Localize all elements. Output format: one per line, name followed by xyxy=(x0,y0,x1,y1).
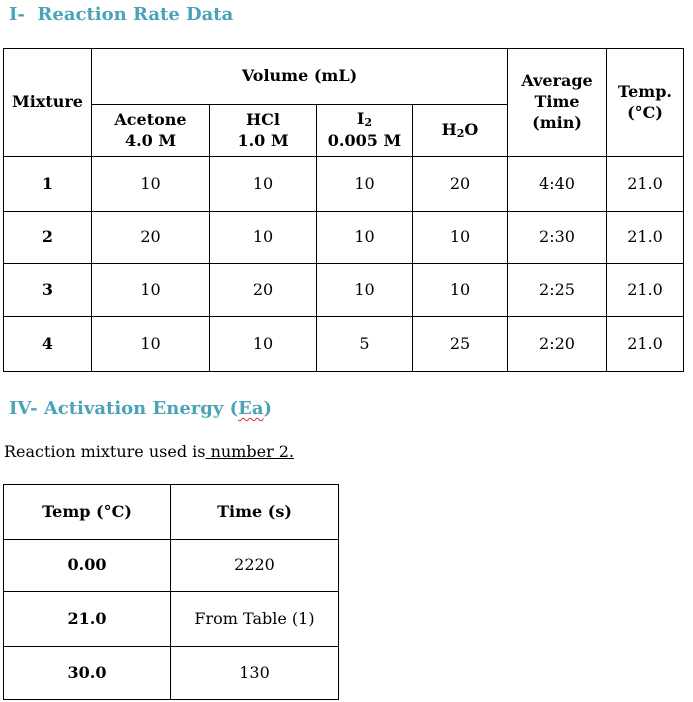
hcl-cell: 20 xyxy=(210,264,317,317)
time-cell: 130 xyxy=(171,647,339,700)
header-average-time: Average Time (min) xyxy=(508,49,607,157)
table-row xyxy=(4,592,339,647)
section-heading-reaction-rate: I- Reaction Rate Data xyxy=(9,4,234,25)
header-mixture: Mixture xyxy=(4,49,92,157)
time-cell: 2:30 xyxy=(508,212,607,264)
temp-cell: 21.0 xyxy=(607,317,684,372)
acetone-cell: 20 xyxy=(92,212,210,264)
time-cell: 2:20 xyxy=(508,317,607,372)
temp-cell: 0.00 xyxy=(4,540,171,592)
header-temp: Temp. (°C) xyxy=(607,49,684,157)
mixture-cell: 2 xyxy=(4,212,92,264)
temp-cell: 21.0 xyxy=(607,212,684,264)
h2o-cell: 20 xyxy=(413,157,508,212)
header-time-s: Time (s) xyxy=(171,485,339,540)
h2o-cell: 25 xyxy=(413,317,508,372)
header-i2: $I_2$ 0.005 M xyxy=(317,105,413,157)
i2-cell: 10 xyxy=(317,212,413,264)
table-row xyxy=(4,157,684,212)
header-hcl: HCl 1.0 M xyxy=(210,105,317,157)
hcl-cell: 10 xyxy=(210,317,317,372)
temp-cell: 21.0 xyxy=(607,157,684,212)
header-h2o: $H_2O$ xyxy=(413,105,508,157)
reaction-mixture-note: Reaction mixture used is number 2. xyxy=(4,442,295,461)
hcl-cell: 10 xyxy=(210,157,317,212)
i2-cell: 5 xyxy=(317,317,413,372)
mixture-cell: 1 xyxy=(4,157,92,212)
table-row xyxy=(4,317,684,372)
reaction-rate-table xyxy=(3,48,684,372)
time-cell: 4:40 xyxy=(508,157,607,212)
mixture-cell: 3 xyxy=(4,264,92,317)
table-row xyxy=(4,212,684,264)
acetone-cell: 10 xyxy=(92,264,210,317)
time-cell: 2220 xyxy=(171,540,339,592)
header-acetone: Acetone 4.0 M xyxy=(92,105,210,157)
i2-cell: 10 xyxy=(317,264,413,317)
time-cell: 2:25 xyxy=(508,264,607,317)
table-row xyxy=(4,540,339,592)
mixture-cell: 4 xyxy=(4,317,92,372)
temp-cell: 30.0 xyxy=(4,647,171,700)
h2o-cell: 10 xyxy=(413,264,508,317)
hcl-cell: 10 xyxy=(210,212,317,264)
time-cell: From Table (1) xyxy=(171,592,339,647)
activation-energy-table xyxy=(3,484,339,700)
section-heading-activation-energy: IV- Activation Energy (Ea) xyxy=(9,398,273,419)
temp-cell: 21.0 xyxy=(607,264,684,317)
h2o-cell: 10 xyxy=(413,212,508,264)
acetone-cell: 10 xyxy=(92,157,210,212)
spellcheck-flagged-word: Ea xyxy=(238,398,264,419)
temp-cell: 21.0 xyxy=(4,592,171,647)
table-row xyxy=(4,647,339,700)
header-temp-c: Temp (°C) xyxy=(4,485,171,540)
header-volume: Volume (mL) xyxy=(92,49,508,105)
acetone-cell: 10 xyxy=(92,317,210,372)
table-row xyxy=(4,264,684,317)
i2-cell: 10 xyxy=(317,157,413,212)
